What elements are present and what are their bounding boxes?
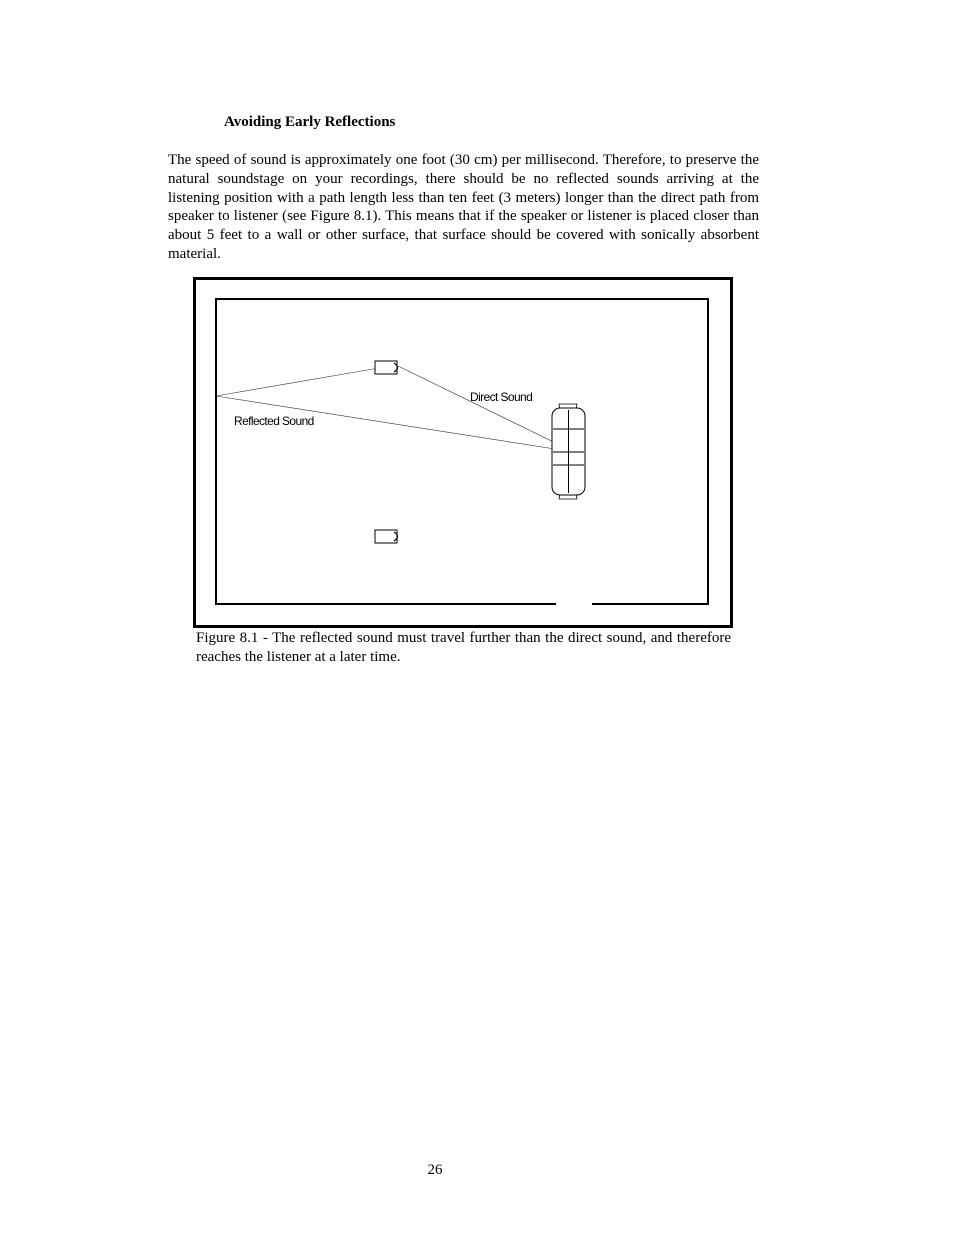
reflected-sound-label: Reflected Sound	[234, 414, 314, 428]
body-paragraph: The speed of sound is approximately one foot (30 cm) per millisecond. Therefore, to preserve the natural soundstage on your recordings, there should be no reflected sounds arriving at the listening position with a path length less than ten feet (3 meters) longer than the direct path from speaker to listener (see Figure 8.1). This means that if the speaker or listener is placed closer than about 5 feet to a wall or other surface, that surface should be covered with sonically absorbent material.	[168, 152, 759, 262]
reflected-path-incoming	[216, 368, 379, 396]
direct-sound-label: Direct Sound	[470, 390, 533, 404]
room-walls	[216, 299, 708, 604]
figure-caption: Figure 8.1 - The reflected sound must travel further than the direct sound, and therefore reaches the listener at a later time.	[196, 630, 731, 665]
direct-path	[398, 366, 574, 452]
upper-speaker-icon	[375, 361, 398, 374]
outer-frame	[195, 279, 732, 627]
figure-8-1	[193, 277, 733, 628]
listener-chair-icon	[552, 404, 585, 499]
section-heading: Avoiding Early Reflections	[224, 114, 396, 130]
room-diagram	[193, 277, 733, 628]
lower-speaker-icon	[375, 530, 398, 543]
page-number: 26	[427, 1162, 443, 1178]
